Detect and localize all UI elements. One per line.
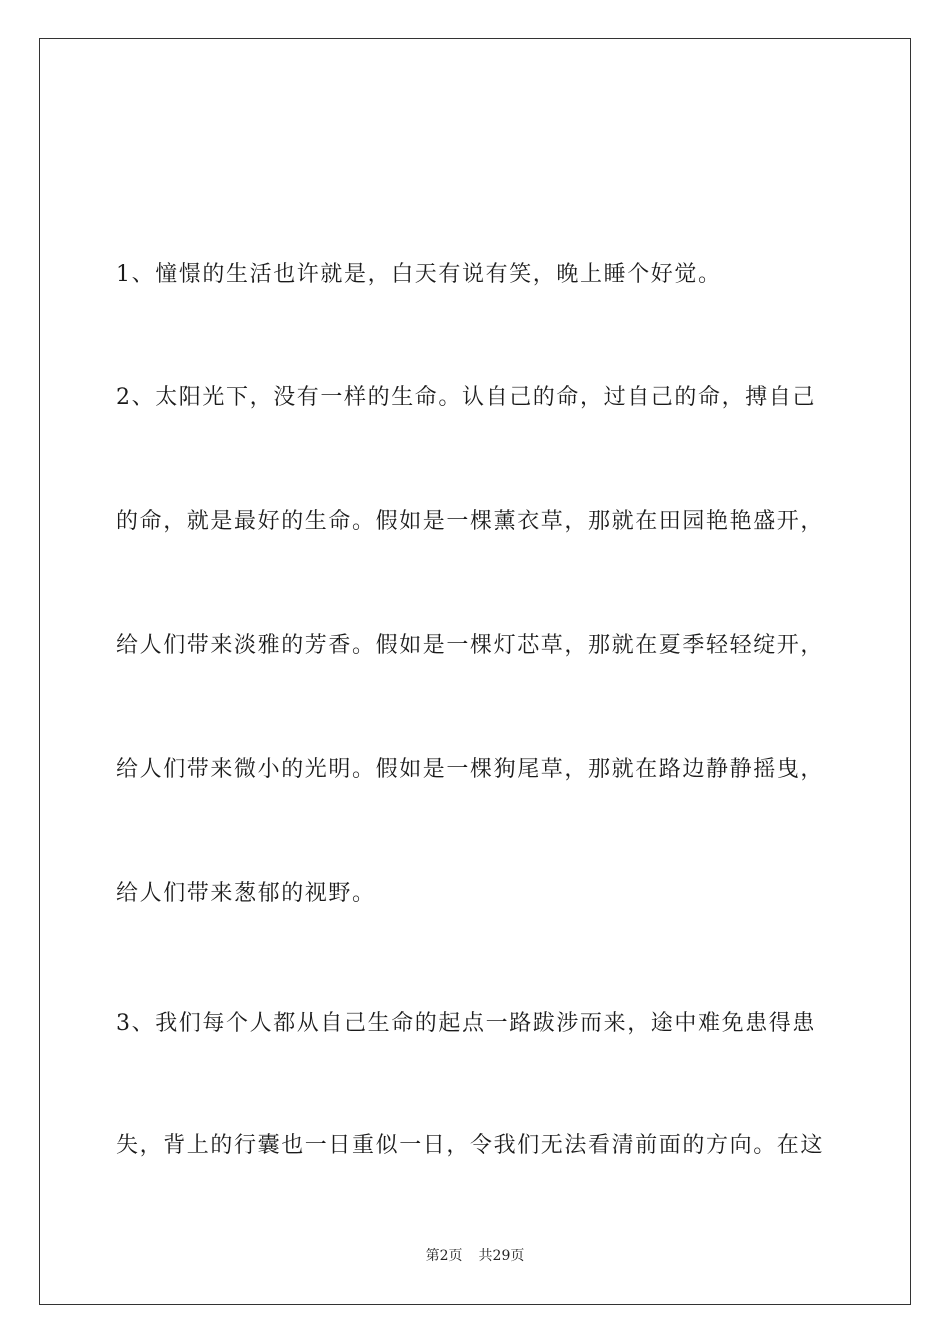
- text-line-8: 失，背上的行囊也一日重似一日，令我们无法看清前面的方向。在这: [116, 1133, 825, 1158]
- text-line-1: 1、憧憬的生活也许就是，白天有说有笑，晚上睡个好觉。: [116, 262, 722, 287]
- page-frame: [39, 38, 911, 1305]
- page-total: 共29页: [478, 1248, 525, 1264]
- text-line-7: 3、我们每个人都从自己生命的起点一路跋涉而来，途中难免患得患: [116, 1011, 816, 1036]
- text-line-6: 给人们带来葱郁的视野。: [116, 881, 376, 906]
- page-footer: [0, 1246, 950, 1266]
- text-line-4: 给人们带来淡雅的芳香。假如是一棵灯芯草，那就在夏季轻轻绽开，: [116, 633, 825, 658]
- text-line-5: 给人们带来微小的光明。假如是一棵狗尾草，那就在路边静静摇曳，: [116, 757, 825, 782]
- text-line-3: 的命，就是最好的生命。假如是一棵薰衣草，那就在田园艳艳盛开，: [116, 509, 825, 534]
- page-number: 第2页: [425, 1248, 463, 1264]
- text-line-2: 2、太阳光下，没有一样的生命。认自己的命，过自己的命，搏自己: [116, 385, 816, 410]
